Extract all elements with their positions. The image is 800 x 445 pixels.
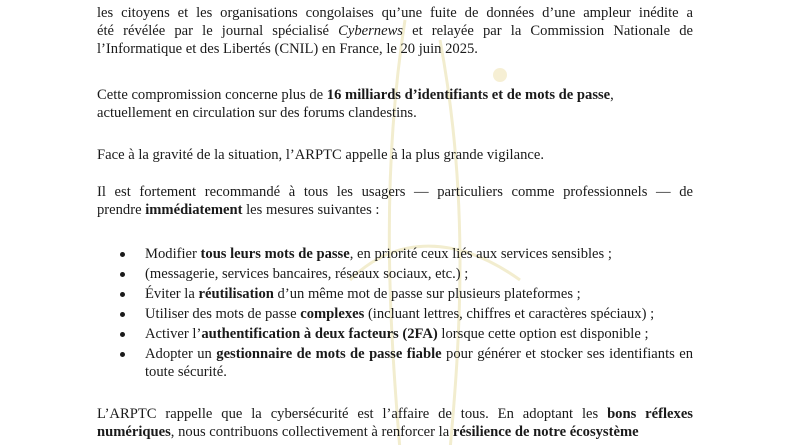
bullet-icon: [120, 352, 125, 357]
closing-paragraph: L’ARPTC rappelle que la cybersécurité est l’affaire de tous. En adoptant les bons réflexes numériques, nous contribuons collectivement à renforcer la résilience de notre écosystème: [97, 406, 693, 440]
compromise-paragraph: [97, 86, 693, 122]
bullet-icon: [120, 252, 125, 257]
list-item: Éviter la réutilisation d’un même mot de passe sur plusieurs plateformes ;: [97, 285, 693, 303]
closing-highlight-2: résilience de notre écosystème: [452, 424, 639, 440]
source-name: Cybernews: [338, 23, 403, 39]
list-item: Modifier tous leurs mots de passe, en priorité ceux liés aux services sensibles ;: [97, 245, 693, 263]
compromise-highlight: 16 milliards d’identifiants et de mots de passe: [326, 87, 611, 103]
recommendation-paragraph: [97, 183, 693, 219]
intro-paragraph: [97, 4, 693, 58]
closing-highlight-1: bons réflexes numériques: [97, 406, 693, 440]
list-item: Activer l’authentification à deux facteurs (2FA) lorsque cette option est disponible ;: [97, 325, 693, 343]
bullet-icon: [120, 312, 125, 317]
bullet-icon: [120, 272, 125, 277]
list-item: Adopter un gestionnaire de mots de passe fiable pour générer et stocker ses identifiants en toute sécurité.: [97, 345, 693, 381]
compromise-line-1: Cette compromission concerne plus de 16 milliards d’identifiants et de mots de passe,: [97, 87, 614, 103]
intro-line-2: été révélée par le journal spécialisé Cybernews et relayée par la Commission Nationale de: [97, 23, 693, 39]
bullet-icon: [120, 332, 125, 337]
recommendation-line-2: prendre immédiatement les mesures suivantes :: [97, 202, 380, 218]
vigilance-paragraph: Face à la gravité de la situation, l’ARPTC appelle à la plus grande vigilance.: [97, 147, 544, 163]
list-item: Utiliser des mots de passe complexes (incluant lettres, chiffres et caractères spéciaux) ;: [97, 305, 693, 323]
bullet-icon: [120, 292, 125, 297]
recommendation-highlight: immédiatement: [145, 202, 243, 218]
intro-line-1: les citoyens et les organisations congolaises qu’une fuite de données d’une ampleur inédite a: [97, 5, 693, 21]
recommendation-line-1: Il est fortement recommandé à tous les usagers — particuliers comme professionnels — de: [97, 184, 693, 200]
list-item: (messagerie, services bancaires, réseaux sociaux, etc.) ;: [97, 265, 693, 283]
compromise-line-2: actuellement en circulation sur des forums clandestins.: [97, 105, 417, 121]
measures-list: [97, 245, 693, 383]
intro-line-3: l’Informatique et des Libertés (CNIL) en France, le 20 juin 2025.: [97, 41, 478, 57]
